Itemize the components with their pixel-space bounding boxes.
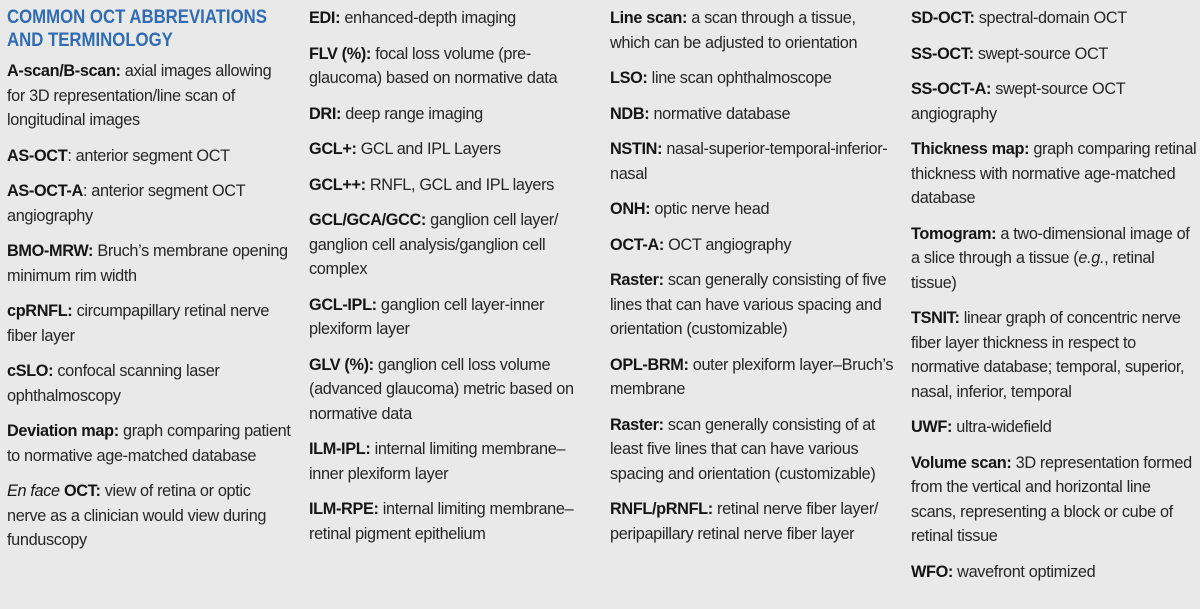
glossary-entry: [610, 66, 896, 91]
glossary-entry: [610, 197, 896, 222]
glossary-entry: [7, 299, 293, 348]
glossary-term: [7, 482, 101, 500]
glossary-definition: deep range imaging: [341, 104, 483, 123]
glossary-entry: [610, 233, 896, 258]
glossary-definition: swept-source OCT angiography: [911, 80, 1126, 123]
glossary-heading: COMMON OCT ABBREVIATIONS AND TERMINOLOGY: [7, 6, 267, 51]
glossary-entry: [911, 6, 1199, 31]
glossary-entry: [309, 6, 595, 31]
glossary-entry: [309, 137, 595, 162]
glossary-definition-part: , retinal tissue): [911, 249, 1155, 292]
glossary-entry: [309, 173, 595, 198]
glossary-definition: retinal nerve fiber layer/ peripapillary retinal nerve fiber layer: [610, 500, 879, 543]
glossary-definition: swept-source OCT: [973, 44, 1108, 63]
glossary-term: DRI:: [309, 104, 342, 123]
glossary-definition: linear graph of concentric nerve fiber layer thickness in respect to normative database; temporal, superior, nasal, inferior, temporal: [911, 309, 1185, 401]
glossary-term: OCT-A:: [610, 235, 664, 254]
glossary-definition: scan generally consisting of at least five lines that can have various spacing and orientation (customizable): [610, 415, 876, 483]
glossary-column-3: [610, 6, 896, 609]
glossary-entry: [7, 59, 293, 133]
glossary-term: Raster:: [610, 271, 664, 289]
glossary-entry: [7, 179, 293, 228]
glossary-term: ILM-IPL:: [309, 440, 371, 458]
glossary-entry: [309, 437, 595, 486]
glossary-entry: [7, 479, 293, 553]
glossary-definition: GCL and IPL Layers: [356, 140, 501, 158]
glossary-definition: ganglion cell loss volume (advanced glaucoma) metric based on normative data: [309, 355, 574, 423]
glossary-term: GCL/GCA/GCC:: [309, 211, 426, 229]
glossary-term-rest: OCT:: [59, 482, 101, 500]
glossary-definition: Bruch’s membrane opening minimum rim width: [7, 242, 288, 285]
glossary-term: SS-OCT:: [911, 44, 974, 63]
glossary-column-1: [7, 6, 293, 609]
glossary-term: Line scan:: [610, 9, 688, 27]
glossary-definition-italic: e.g.: [1078, 249, 1105, 267]
glossary-term: SS-OCT-A:: [911, 80, 992, 98]
glossary-term: GCL-IPL:: [309, 295, 377, 314]
glossary-entry: [911, 77, 1199, 126]
glossary-entry: [911, 560, 1199, 585]
glossary-term: TSNIT:: [911, 309, 960, 327]
glossary-term: EDI:: [309, 9, 341, 27]
glossary-entry: [911, 306, 1199, 404]
glossary-definition: ganglion cell layer-inner plexiform layer: [309, 295, 545, 338]
glossary-term: AS-OCT: [7, 146, 68, 165]
glossary-term: GCL+:: [309, 140, 357, 158]
glossary-definition: wavefront optimized: [953, 562, 1096, 581]
glossary-entry: [7, 359, 293, 408]
glossary-definition: focal loss volume (pre-glaucoma) based on normative data: [309, 44, 558, 87]
glossary-definition: normative database: [649, 104, 791, 123]
glossary-definition: : anterior segment OCT angiography: [7, 182, 246, 225]
glossary-term-italic: En face: [7, 482, 60, 500]
glossary-term: NDB:: [610, 104, 650, 123]
glossary-term: Thickness map:: [911, 140, 1030, 158]
glossary-entry: [610, 353, 896, 402]
glossary-definition: view of retina or optic nerve as a clinician would view during funduscopy: [7, 482, 267, 549]
glossary-definition: OCT angiography: [663, 235, 792, 254]
glossary-entry: [610, 497, 896, 546]
glossary-entry: [7, 239, 293, 288]
glossary-definition: optic nerve head: [650, 200, 770, 218]
glossary-entry: [309, 208, 595, 282]
glossary-entry: [911, 222, 1199, 296]
glossary-term: Tomogram:: [911, 224, 997, 243]
glossary-term: NSTIN:: [610, 140, 663, 158]
glossary-term: cSLO:: [7, 362, 54, 380]
glossary-term: Volume scan:: [911, 453, 1012, 472]
glossary-term: AS-OCT-A: [7, 182, 83, 200]
glossary-column-2: [309, 6, 595, 609]
glossary-definition: graph comparing patient to normative age-matched database: [7, 422, 291, 465]
glossary-entry: [7, 419, 293, 468]
glossary-entry: [610, 413, 896, 487]
glossary-term: ONH:: [610, 200, 651, 218]
glossary-entry: [610, 268, 896, 342]
glossary-definition: scan generally consisting of five lines that can have various spacing and orientation (customizable): [610, 271, 887, 338]
glossary-entry: [610, 102, 896, 127]
glossary-definition: graph comparing retinal thickness with normative age-matched database: [911, 140, 1197, 207]
glossary-definition: a scan through a tissue, which can be adjusted to orientation: [610, 9, 858, 52]
glossary-term: UWF:: [911, 418, 953, 436]
glossary-term: Deviation map:: [7, 422, 119, 440]
glossary-entry: [610, 137, 896, 186]
glossary-definition: circumpapillary retinal nerve fiber layer: [7, 302, 270, 345]
glossary-entry: [309, 42, 595, 91]
glossary-term: GCL++:: [309, 175, 366, 194]
glossary-definition: confocal scanning laser ophthalmoscopy: [7, 362, 220, 405]
glossary-definition: outer plexiform layer–Bruch’s membrane: [610, 355, 894, 398]
glossary-definition: enhanced-depth imaging: [340, 9, 516, 27]
glossary-entry: [309, 353, 595, 427]
glossary-term: ILM-RPE:: [309, 500, 379, 518]
glossary-entry: [911, 415, 1199, 440]
glossary-definition: internal limiting membrane–inner plexiform layer: [309, 440, 566, 483]
glossary-entry: [610, 6, 896, 55]
glossary-term: Raster:: [610, 415, 664, 434]
glossary-definition: line scan ophthalmoscope: [647, 69, 832, 87]
glossary-term: A-scan/B-scan:: [7, 62, 121, 80]
glossary-entry: [309, 102, 595, 127]
glossary-entry: [7, 144, 293, 169]
glossary-definition: ultra-widefield: [952, 418, 1052, 436]
glossary-term: RNFL/pRNFL:: [610, 500, 713, 518]
glossary-definition-part: a two-dimensional image of a slice through a tissue (: [911, 224, 1190, 267]
glossary-entry: [911, 451, 1199, 549]
glossary-term: WFO:: [911, 562, 953, 581]
glossary-term: LSO:: [610, 69, 648, 87]
glossary-definition: ganglion cell layer/ ganglion cell analysis/ganglion cell complex: [309, 211, 559, 278]
glossary-term: BMO-MRW:: [7, 242, 94, 260]
glossary-term: GLV (%):: [309, 355, 374, 374]
glossary-definition: internal limiting membrane–retinal pigment epithelium: [309, 500, 574, 543]
glossary-term: OPL-BRM:: [610, 355, 689, 374]
glossary-definition: spectral-domain OCT: [974, 9, 1127, 27]
glossary-definition: 3D representation formed from the vertical and horizontal line scans, representing a block or cube of retinal tissue: [911, 453, 1192, 545]
glossary-term: SD-OCT:: [911, 9, 975, 27]
glossary-term: FLV (%):: [309, 44, 372, 63]
glossary-definition: nasal-superior-temporal-inferior-nasal: [610, 140, 888, 183]
glossary-entry: [309, 497, 595, 546]
glossary-definition: axial images allowing for 3D representation/line scan of longitudinal images: [7, 62, 272, 129]
glossary-entry: [911, 137, 1199, 211]
glossary-entry: [309, 293, 595, 342]
glossary-column-4: [911, 6, 1199, 609]
glossary-entry: [911, 42, 1199, 67]
glossary-definition: RNFL, GCL and IPL layers: [365, 175, 554, 194]
glossary-definition: : anterior segment OCT: [67, 146, 230, 165]
glossary-term: cpRNFL:: [7, 302, 73, 320]
